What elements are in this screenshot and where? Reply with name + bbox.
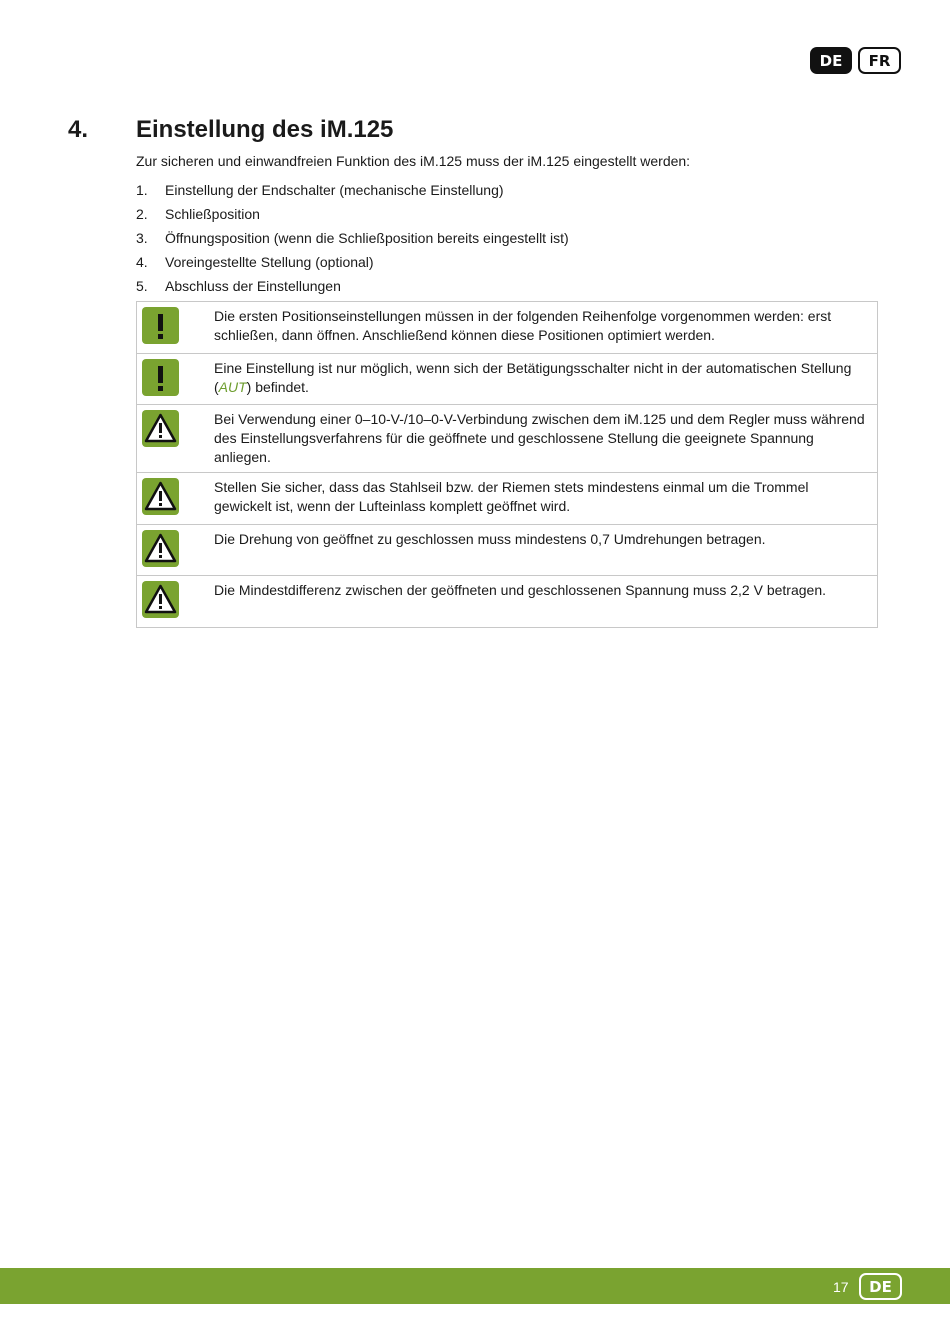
- list-item: [136, 254, 836, 278]
- step-number: 4.: [136, 254, 148, 270]
- note-text: Die Mindestdifferenz zwischen der geöffneten und geschlossenen Spannung muss 2,2 V betragen.: [214, 582, 826, 598]
- step-text: Voreingestellte Stellung (optional): [165, 254, 374, 270]
- footer-language-badge: DE: [859, 1273, 902, 1300]
- note-text: Bei Verwendung einer 0–10-V-/10–0-V-Verbindung zwischen dem iM.125 und dem Regler muss während des Einstellungsverfahrens für die geöffnete und geschlossene Stellung die geeignete Spannung anliegen.: [214, 411, 865, 465]
- notes-table: [136, 301, 878, 628]
- section-number: 4.: [68, 116, 89, 143]
- page-number: 17: [833, 1279, 849, 1295]
- note-text: Stellen Sie sicher, dass das Stahlseil bzw. der Riemen stets mindestens einmal um die Trommel gewickelt ist, wenn der Lufteinlass komplett geöffnet wird.: [214, 479, 809, 514]
- note-text: Eine Einstellung ist nur möglich, wenn sich der Betätigungsschalter nicht in der automatischen Stellung (AUT) befindet.: [214, 360, 852, 395]
- exclamation-icon: [142, 359, 179, 396]
- step-text: Öffnungsposition (wenn die Schließposition bereits eingestellt ist): [165, 230, 569, 246]
- step-number: 5.: [136, 278, 148, 294]
- footer-bar: [0, 1268, 950, 1304]
- step-text: Schließposition: [165, 206, 260, 222]
- exclamation-icon: [142, 307, 179, 344]
- warning-triangle-icon: [142, 410, 179, 447]
- list-item: [136, 182, 836, 206]
- note-row: [137, 354, 877, 405]
- language-badge-de[interactable]: DE: [810, 47, 852, 74]
- section-intro: Zur sicheren und einwandfreien Funktion des iM.125 muss der iM.125 eingestellt werden:: [136, 153, 691, 169]
- list-item: [136, 206, 836, 230]
- note-row: [137, 576, 877, 627]
- language-badge-fr[interactable]: FR: [858, 47, 901, 74]
- step-text: Abschluss der Einstellungen: [165, 278, 341, 294]
- step-number: 1.: [136, 182, 148, 198]
- warning-triangle-icon: [142, 530, 179, 567]
- list-item: [136, 230, 836, 254]
- step-number: 3.: [136, 230, 148, 246]
- warning-triangle-icon: [142, 581, 179, 618]
- step-number: 2.: [136, 206, 148, 222]
- aut-highlight: AUT: [218, 379, 247, 395]
- note-text: Die Drehung von geöffnet zu geschlossen muss mindestens 0,7 Umdrehungen betragen.: [214, 531, 766, 547]
- steps-list: [136, 182, 836, 302]
- section-title: Einstellung des iM.125: [136, 116, 394, 143]
- step-text: Einstellung der Endschalter (mechanische Einstellung): [165, 182, 504, 198]
- warning-triangle-icon: [142, 478, 179, 515]
- note-row: [137, 405, 877, 473]
- note-row: [137, 473, 877, 525]
- note-row: [137, 302, 877, 354]
- note-text: Die ersten Positionseinstellungen müssen in der folgenden Reihenfolge vorgenommen werden: erst schließen, dann öffnen. Anschließend können diese Positionen optimiert werden.: [214, 308, 832, 343]
- list-item: [136, 278, 836, 302]
- language-switcher: [810, 47, 901, 74]
- note-row: [137, 525, 877, 576]
